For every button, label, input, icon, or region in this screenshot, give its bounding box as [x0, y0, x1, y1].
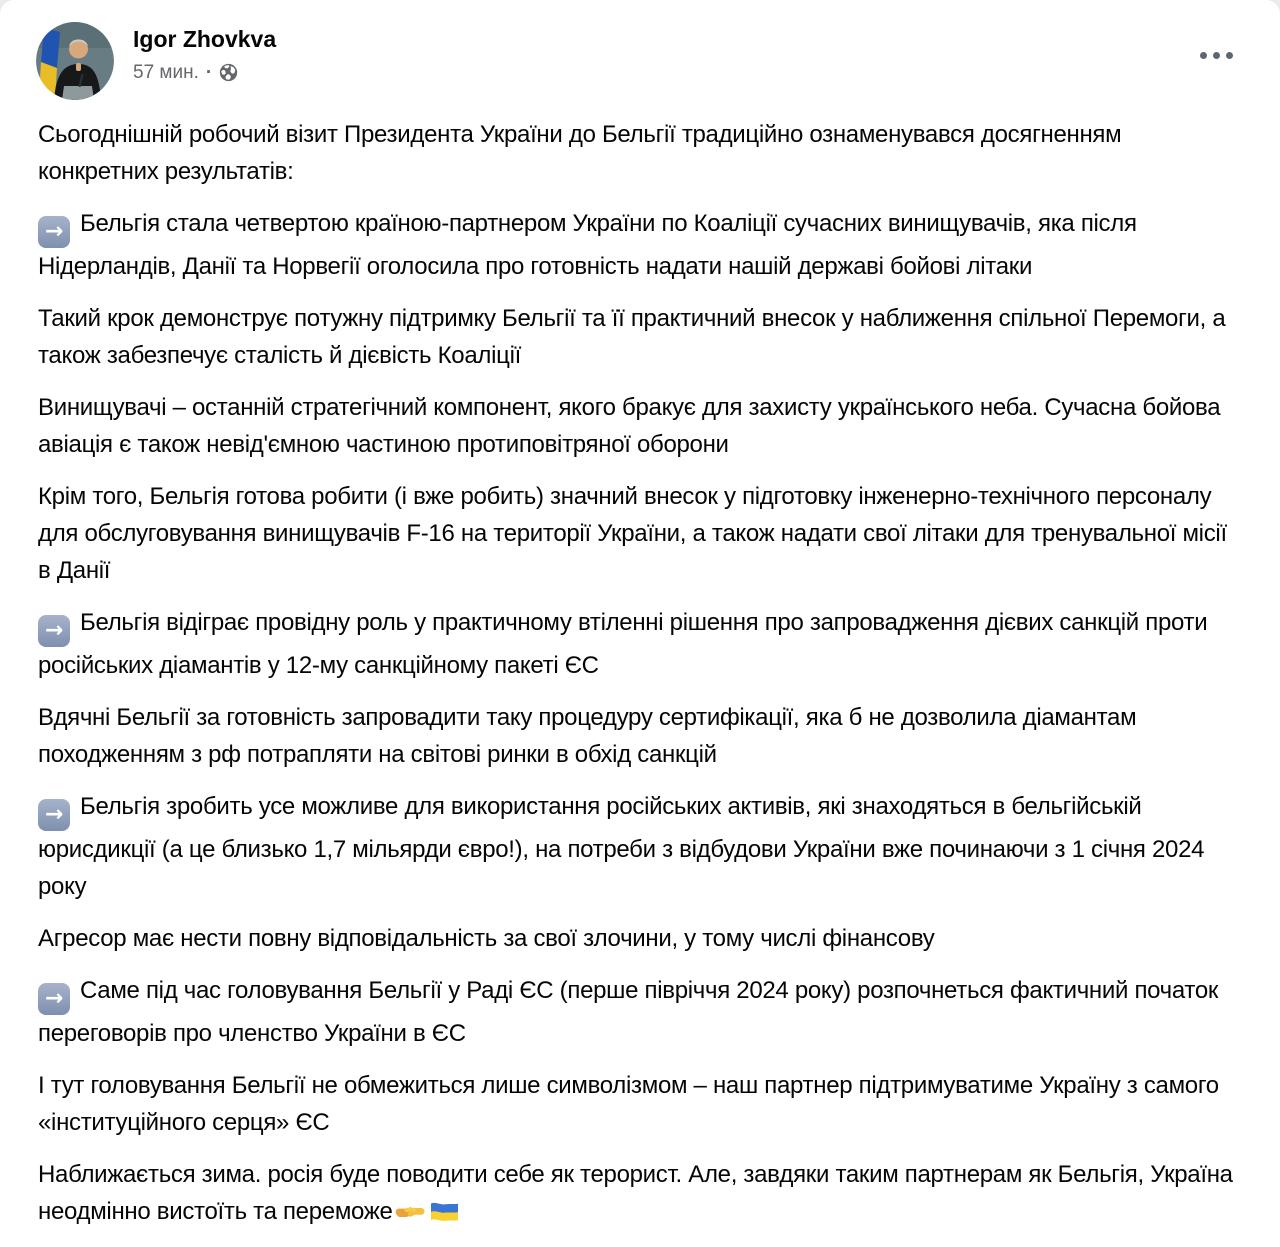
header-info: [133, 22, 276, 84]
right-arrow-emoji: →: [38, 799, 70, 831]
handshake-emoji: [394, 1200, 427, 1224]
post-paragraph: [38, 972, 1234, 1052]
post-paragraph: [38, 920, 1234, 957]
paragraph-text: Наближається зима. росія буде поводити себе як терорист. Але, завдяки таким партнерам як Бельгія, Україна неодмінно вистоїть та переможе: [38, 1161, 1240, 1225]
post-body: [0, 100, 1280, 1238]
paragraph-text: І тут головування Бельгії не обмежиться лише символізмом – наш партнер підтримуватиме Україну з самого «інституційного серця» ЄС: [38, 1072, 1226, 1136]
right-arrow-emoji: →: [38, 216, 70, 248]
ukraine-flag-emoji: [428, 1199, 461, 1224]
timestamp[interactable]: 57 мин.: [133, 61, 199, 83]
post-paragraph: [38, 604, 1234, 684]
paragraph-text: Саме під час головування Бельгії у Раді ЄС (перше півріччя 2024 року) розпочнеться фактичний початок переговорів про членство України в ЄС: [38, 977, 1225, 1047]
post-paragraph: [38, 205, 1234, 285]
author-name[interactable]: Igor Zhovkva: [133, 26, 277, 52]
meta-separator: ·: [205, 61, 213, 83]
paragraph-text: Бельгія стала четвертою країною-партнером України по Коаліції сучасних винищувачів, яка після Нідерландів, Данії та Норвегії оголосила про готовність надати нашій державі бойові літаки: [38, 210, 1144, 280]
post-paragraph: [38, 699, 1234, 773]
paragraph-text: Такий крок демонструє потужну підтримку Бельгії та її практичний внесок у наближення спільної Перемоги, а також забезпечує сталість й дієвість Коаліції: [38, 305, 1232, 369]
right-arrow-emoji: →: [38, 615, 70, 647]
right-arrow-emoji: →: [38, 983, 70, 1015]
post-paragraph: [38, 389, 1234, 463]
paragraph-text: Крім того, Бельгія готова робити (і вже робить) значний внесок у підготовку інженерно-технічного персоналу для обслуговування винищувачів F-16 на території України, а також надати свої літаки для тренувальної місії в Данії: [38, 483, 1234, 584]
post-paragraph: [38, 478, 1234, 589]
post-paragraph: [38, 300, 1234, 374]
post-paragraph: [38, 788, 1234, 905]
globe-icon: [219, 63, 238, 82]
post-header: [0, 0, 1280, 100]
avatar[interactable]: [36, 22, 114, 100]
paragraph-text: Агресор має нести повну відповідальність за свої злочини, у тому числі фінансову: [38, 925, 935, 952]
post-paragraph: [38, 1156, 1240, 1230]
post-paragraph: [38, 116, 1234, 190]
ellipsis-icon: [1200, 52, 1233, 59]
paragraph-text: Бельгія зробить усе можливе для використання російських активів, які знаходяться в бельгійській юрисдикції (а це близько 1,7 мільярди євро!), на потреби з відбудови України вже починаючи з 1 січня 2024 року: [38, 793, 1211, 900]
paragraph-text: Сьогоднішній робочий візит Президента України до Бельгії традиційно ознаменувався досягненням конкретних результатів:: [38, 121, 1128, 185]
post-paragraph: [38, 1067, 1234, 1141]
paragraph-text: Вдячні Бельгії за готовність запровадити таку процедуру сертифікації, яка б не дозволила діамантам походженням з рф потрапляти на світові ринки в обхід санкцій: [38, 704, 1143, 768]
post-meta: [133, 62, 276, 84]
paragraph-text: Бельгія відіграє провідну роль у практичному втіленні рішення про запровадження дієвих санкцій проти російських діамантів у 12-му санкційному пакеті ЄС: [38, 609, 1214, 679]
profile-photo: [36, 22, 114, 100]
paragraph-text: Винищувачі – останній стратегічний компонент, якого бракує для захисту українського неба. Сучасна бойова авіація є також невід'ємною частиною протиповітряної оборони: [38, 394, 1227, 458]
post-options-button[interactable]: [1192, 38, 1240, 72]
